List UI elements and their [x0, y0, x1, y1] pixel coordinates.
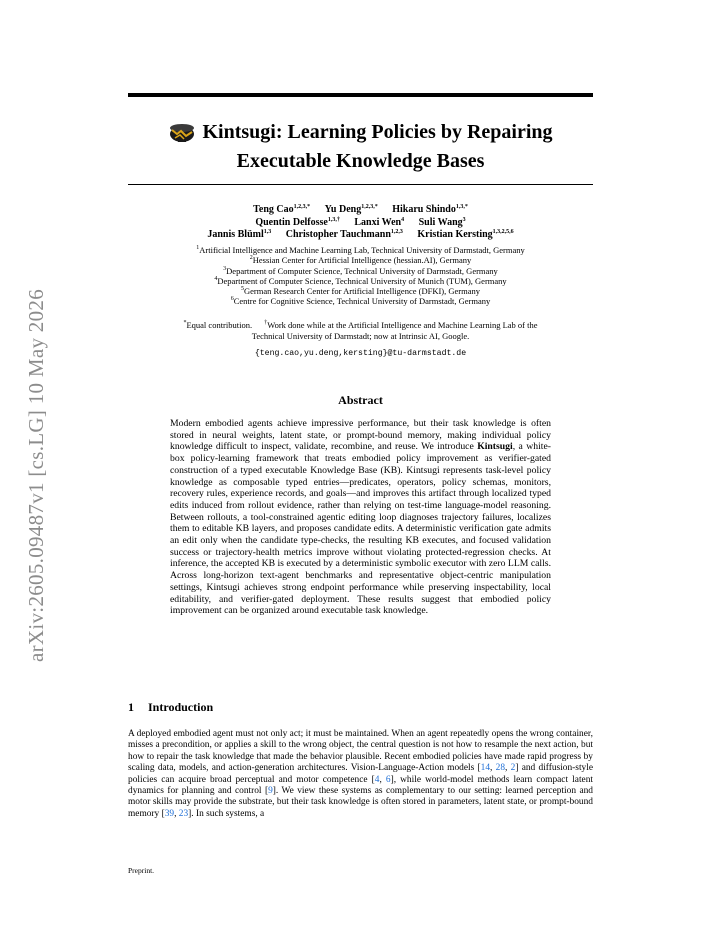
affiliation: $^3$Department of Computer Science, Technical University of Darmstadt, Germany	[223, 265, 498, 276]
author-row	[128, 229, 593, 242]
intro-paragraph: A deployed embodied agent must not only act; it must be maintained. When an agent repeatedly opens the wrong container, misses a precondition, or applies a skill to the wrong object, the central question is not how to resample the next action, but how to repair the task knowledge that made the behavior plausible. Recent embodied policies have made rapid progress by scaling data, models, and action-generation architectures. Vision-Language-Action models [14, 28, 2] and diffusion-style policies can acquire broad perceptual and motor competence [4, 6], while world-model methods learn compact latent dynamics for planning and control [9]. We view these systems as complementary to our setting: learned perception and motor skills may provide the substrate, but their task knowledge is often stored in parameters, latent state, or prompt-bound memory [39, 23]. In such systems, a	[128, 729, 594, 819]
citation-link[interactable]: 23	[178, 808, 189, 819]
affiliation: $^5$German Research Center for Artificial Intelligence (DFKI), Germany	[240, 286, 481, 297]
author: Hikaru Shindo$^{1,3,*}$	[392, 204, 468, 215]
citation-link[interactable]: 6	[385, 774, 391, 785]
affiliation: $^1$Artificial Intelligence and Machine Learning Lab, Technical University of Darmstadt, Germany	[196, 245, 525, 255]
citation-link[interactable]: 39	[164, 808, 175, 819]
abstract-body: Modern embodied agents achieve impressive performance, but their task knowledge is often stored in neural weights, latent state, or prompt-bound memory, making individual policy knowledge difficult to inspect, validate, recombine, and reuse. We introduce Kintsugi, a white-box policy-learning framework that treats embodied policy improvement as verifier-gated construction of a typed executable Knowledge Base (KB). Kintsugi represents task-level policy knowledge as composable typed entries—predicates, operators, policy schemas, monitors, recovery rules, experience records, and goals—and improves this artifact through localized typed edits induced from rollout evidence, rather than relying on test-time language-model reasoning. Between rollouts, a tool-constrained agentic editing loop diagnoses trajectory failures, localizes them to editable KB layers, and proposes candidate edits. A deterministic verification gate admits an edit only when the candidate type-checks, the resulting KB executes, and focused validation success or trajectory-health metrics improve without violating protected-regression checks. At inference, the accepted KB is executed by a deterministic symbolic executor with zero LLM calls. Across long-horizon text-agent benchmarks and representative object-centric manipulation settings, Kintsugi achieves strong endpoint performance while preserving inspectability, local editability, and verifier-gated deployment. These results suggest that embodied policy improvement can be organized around executable task knowledge.	[170, 418, 551, 617]
affiliation: $^6$Centre for Cognitive Science, Technical University of Darmstadt, Germany	[230, 296, 491, 307]
author: Suli Wang$^3$	[418, 216, 466, 228]
title-line-1: Kintsugi: Learning Policies by Repairing	[202, 121, 553, 143]
top-rule	[128, 93, 593, 97]
author-emails[interactable]: {teng.cao,yu.deng,kersting}@tu-darmstadt.de	[254, 349, 467, 358]
title-rule	[128, 184, 593, 185]
author: Quentin Delfosse$^{1,3,\dagger}$	[255, 216, 340, 228]
citation-link[interactable]: 4	[374, 774, 380, 785]
section-number: 1	[128, 700, 134, 714]
abstract-heading: Abstract	[338, 393, 383, 407]
citation-link[interactable]: 14	[480, 763, 490, 774]
affiliation: $^4$Department of Computer Science, Technical University of Munich (TUM), Germany	[214, 275, 507, 286]
arxiv-id: arXiv:2605.09487v1 [cs.LG] 10 May 2026	[23, 288, 48, 662]
affiliation-list	[128, 245, 593, 307]
framework-name: Kintsugi	[477, 441, 513, 453]
author-row	[128, 204, 593, 217]
author-notes	[128, 320, 593, 342]
citation-link[interactable]: 9	[268, 786, 273, 797]
arxiv-sidebar	[20, 255, 52, 695]
author: Christopher Tauchmann$^{1,2,3}$	[285, 229, 403, 240]
author: Teng Cao$^{1,2,3,*}$	[253, 204, 311, 215]
author: Kristian Kersting$^{1,3,2,5,6}$	[417, 229, 514, 240]
affiliation: $^2$Hessian Center for Artificial Intelligence (hessian.AI), Germany	[249, 255, 472, 266]
author-row	[128, 217, 593, 230]
author: Jannis Blüml$^{1,3}$	[207, 229, 272, 240]
title-line-2: Executable Knowledge Bases	[236, 150, 485, 172]
section-heading	[128, 700, 213, 715]
work-note-cont: Technical University of Darmstadt; now at Intrinsic AI, Google.	[251, 331, 470, 341]
author: Yu Deng$^{1,2,3,*}$	[324, 204, 378, 215]
work-note: †Work done while at the Artificial Intelligence and Machine Learning Lab of the	[264, 320, 538, 330]
kintsugi-bowl-icon	[168, 121, 196, 149]
citation-link[interactable]: 28	[495, 763, 505, 774]
paper-title	[128, 120, 593, 173]
author-list	[128, 204, 593, 242]
section-title: Introduction	[148, 700, 214, 714]
citation-link[interactable]: 2	[510, 763, 516, 774]
equal-contribution-note: *Equal contribution.	[183, 320, 253, 330]
author: Lanxi Wen$^4$	[354, 216, 405, 228]
footer-preprint: Preprint.	[128, 866, 155, 875]
